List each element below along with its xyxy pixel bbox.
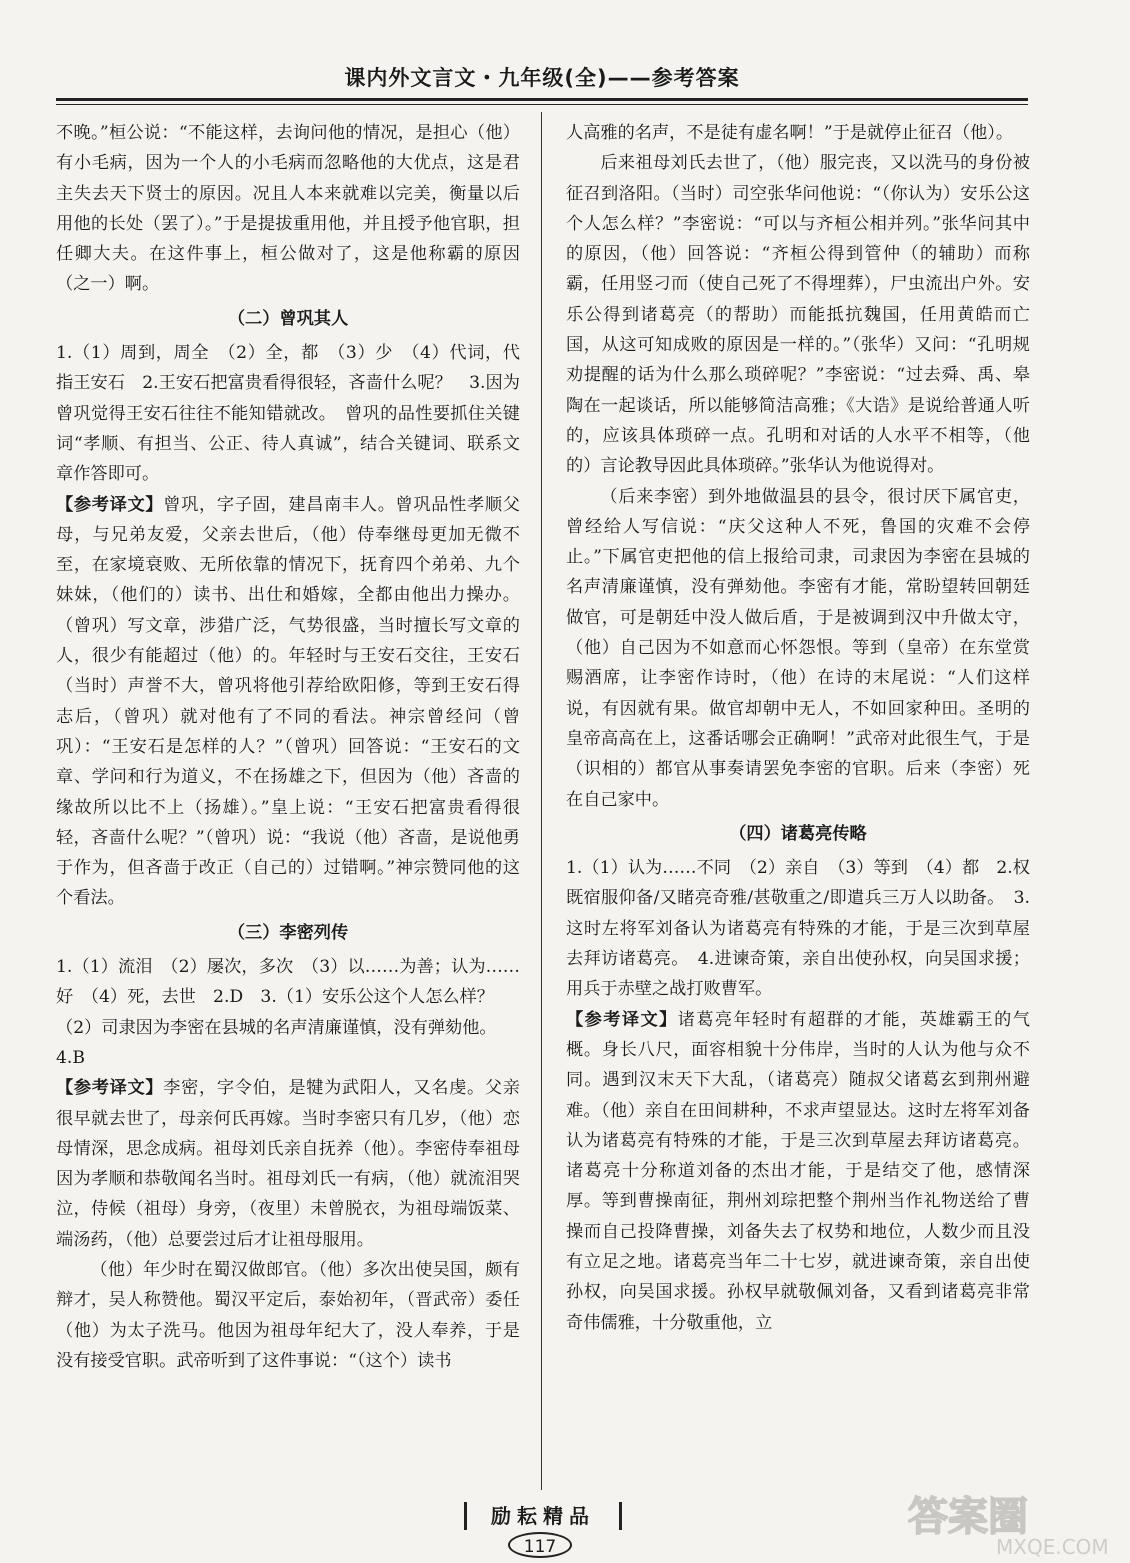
translation-text: 诸葛亮年轻时有超群的才能，英雄霸王的气概。身长八尺，面容相貌十分伟岸，当时的人认为他与众不同。遇到汉末天下大乱，（诸葛亮）随叔父诸葛玄到荆州避难。（他）亲自在田间耕种，不求声望显达。这时左将军刘备认为诸葛亮有特殊的才能，于是三次到草屋去拜访诸葛亮。诸葛亮十分称道刘备的杰出才能，于是结交了他，感情深厚。等到曹操南征，荆州刘琮把整个荆州当作礼物送给了曹操而自己投降曹操，刘备失去了权势和地位，人数少而且没有立足之地。诸葛亮当年二十七岁，就进谏奇策，亲自出使孙权，向吴国求援。孙权早就敬佩刘备，又看到诸葛亮非常奇伟儒雅，十分敬重他，立 xyxy=(566,1009,1030,1333)
translation-text: 曾巩，字子固，建昌南丰人。曾巩品性孝顺父母，与兄弟友爱，父亲去世后，（他）侍奉继母更加无微不至，在家境衰败、无所依靠的情况下，抚育四个弟弟、九个妹妹，（他们的）读书、出仕和婚嫁，全都由他出力操办。（曾巩）写文章，涉猎广泛，气势很盛，当时擅长写文章的人，很少有能超过（他）的。年轻时与王安石交往，王安石（当时）声誉不大，曾巩将他引荐给欧阳修，等到王安石得志后，（曾巩）就对他有了不同的看法。神宗曾经问（曾巩）：“王安石是怎样的人？”（曾巩）回答说：“王安石的文章、学问和行为道义，不在扬雄之下，但因为（他）吝啬的缘故所以比不上（扬雄）。”皇上说：“王安石把富贵看得很轻，吝啬什么呢？”（曾巩）说：“我说（他）吝啬，是说他勇于作为，但吝啬于改正（自己的）过错啊。”神宗赞同他的这个看法。 xyxy=(56,494,520,909)
section-title: （三）李密列传 xyxy=(227,922,349,943)
paragraph: （后来李密）到外地做温县的县令，很讨厌下属官吏，曾经给人写信说：“庆父这种人不死，鲁国的灾难不会停止。”下属官吏把他的信上报给司隶，司隶因为李密在县城的名声清廉谨慎，没有弹劾他。李密有才能，常盼望转回朝廷做官，可是朝廷中没人做后盾，于是被调到汉中升做太守，（他）自己因为不如意而心怀怨恨。等到（皇帝）在东堂赏赐酒席，让李密作诗时，（他）在诗的末尾说：“人们这样说，有因就有果。做官却朝中无人，不如回家种田。圣明的皇帝高高在上，这番话哪会正确啊！”武帝对此很生气，于是（识相的）都官从事奏请罢免李密的官职。后来（李密）死在自己家中。 xyxy=(566,486,1030,810)
answers: 1.（1）认为……不同 （2）亲自 （3）等到 （4）都 2.权既宿服仰备/又睹亮奇雅/甚敬重之/即遣兵三万人以助备。 3.这时左将军刘备认为诸葛亮有特殊的才能，于是三次到草屋去拜访诸葛亮。 4.进谏奇策，亲自出使孙权，向吴国求援；用兵于赤壁之战打败曹军。 xyxy=(566,858,1030,1000)
left-column xyxy=(56,118,520,1376)
page-number: 117 xyxy=(508,1532,572,1558)
section-title: （二）曾巩其人 xyxy=(227,308,349,329)
right-column xyxy=(566,118,1030,1338)
watermark-text: 答案圈 xyxy=(908,1494,1028,1540)
answers: （2）司隶因为李密在县城的名声清廉谨慎，没有弹劾他。 xyxy=(56,1017,497,1038)
translation-tag: 【参考译文】 xyxy=(56,494,164,515)
paragraph: 人高雅的名声，不是徒有虚名啊！”于是就停止征召（他）。 xyxy=(566,123,1014,143)
translation-tag: 【参考译文】 xyxy=(56,1078,164,1099)
section-title: （四）诸葛亮传略 xyxy=(729,823,867,844)
translation-text: 李密，字令伯，是犍为武阳人，又名虔。父亲很早就去世了，母亲何氏再嫁。当时李密只有几岁，（他）恋母情深，思念成病。祖母刘氏亲自抚养（他）。李密侍奉祖母因为孝顺和恭敬闻名当时。祖母刘氏一有病，（他）就流泪哭泣，侍候（祖母）身旁，（夜里）未曾脱衣，为祖母端饭菜、端汤药，（他）总要尝过后才让祖母服用。 xyxy=(56,1078,520,1250)
answers: 1.（1）周到，周全 （2）全，都 （3）少 （4）代词，代指王安石 2.王安石把富贵看得很轻，吝啬什么呢？ 3.因为曾巩觉得王安石往往不能知错就改。 曾巩的品性要抓住关键词“孝顺、有担当、公正、待人真诚”，结合关键词、联系文章作答即可。 xyxy=(56,343,520,485)
header-rule-thin xyxy=(56,104,1028,105)
watermark-logo xyxy=(900,1490,1120,1558)
answers: 4.B xyxy=(56,1047,86,1068)
answers: 1.（1）流泪 （2）屡次，多次 （3）以……为善；认为……好 （4）死，去世 2.D 3.（1）安乐公这个人怎么样？ xyxy=(56,957,520,1008)
translation-paragraph xyxy=(56,490,520,914)
paragraph: 后来祖母刘氏去世了，（他）服完丧，又以洗马的身份被征召到洛阳。（当时）司空张华问他说：“（你认为）安乐公这个人怎么样？”李密说：“可以与齐桓公相并列。”张华问其中的原因，（他）回答说：“齐桓公得到管仲（的辅助）而称霸，任用竖刁而（使自己死了不得埋葬），尸虫流出户外。安乐公得到诸葛亮（的帮助）而能抵抗魏国，任用黄皓而亡国，从这可知成败的原因是一样的。”（张华）又问：“孔明规劝提醒的话为什么那么琐碎呢？”李密说：“过去舜、禹、皋陶在一起谈话，所以能够简洁高雅；《大诰》是说给普通人听的，应该具体琐碎一点。孔明和对话的人水平不相等，（他的）言论教导因此具体琐碎。”张华认为他说得对。 xyxy=(566,153,1030,477)
column-divider xyxy=(541,112,542,1490)
header-rule-thick xyxy=(56,98,1028,101)
watermark-url: MXQE.COM xyxy=(996,1535,1109,1558)
paragraph: 不晚。”桓公说：“不能这样，去询问他的情况，是担心（他）有小毛病，因为一个人的小毛病而忽略他的大优点，这是君主失去天下贤士的原因。况且人本来就难以完美，衡量以后用他的长处（罢了）。”于是提拔重用他，并且授予他官职，担任卿大夫。在这件事上，桓公做对了，这是他称霸的原因（之一）啊。 xyxy=(56,123,520,295)
footer-brand-logo: 励耘精品 xyxy=(464,1502,622,1530)
paragraph: （他）年少时在蜀汉做郎官。（他）多次出使吴国，颇有辩才，吴人称赞他。蜀汉平定后，泰始初年，（晋武帝）委任（他）为太子洗马。他因为祖母年纪大了，没人奉养，于是没有接受官职。武帝听到了这件事说：“（这个）读书 xyxy=(56,1259,520,1371)
translation-tag: 【参考译文】 xyxy=(566,1009,678,1030)
page-header-title: 课内外文言文・九年级(全)——参考答案 xyxy=(344,66,740,90)
translation-paragraph xyxy=(566,1005,1030,1338)
translation-paragraph xyxy=(56,1073,520,1255)
